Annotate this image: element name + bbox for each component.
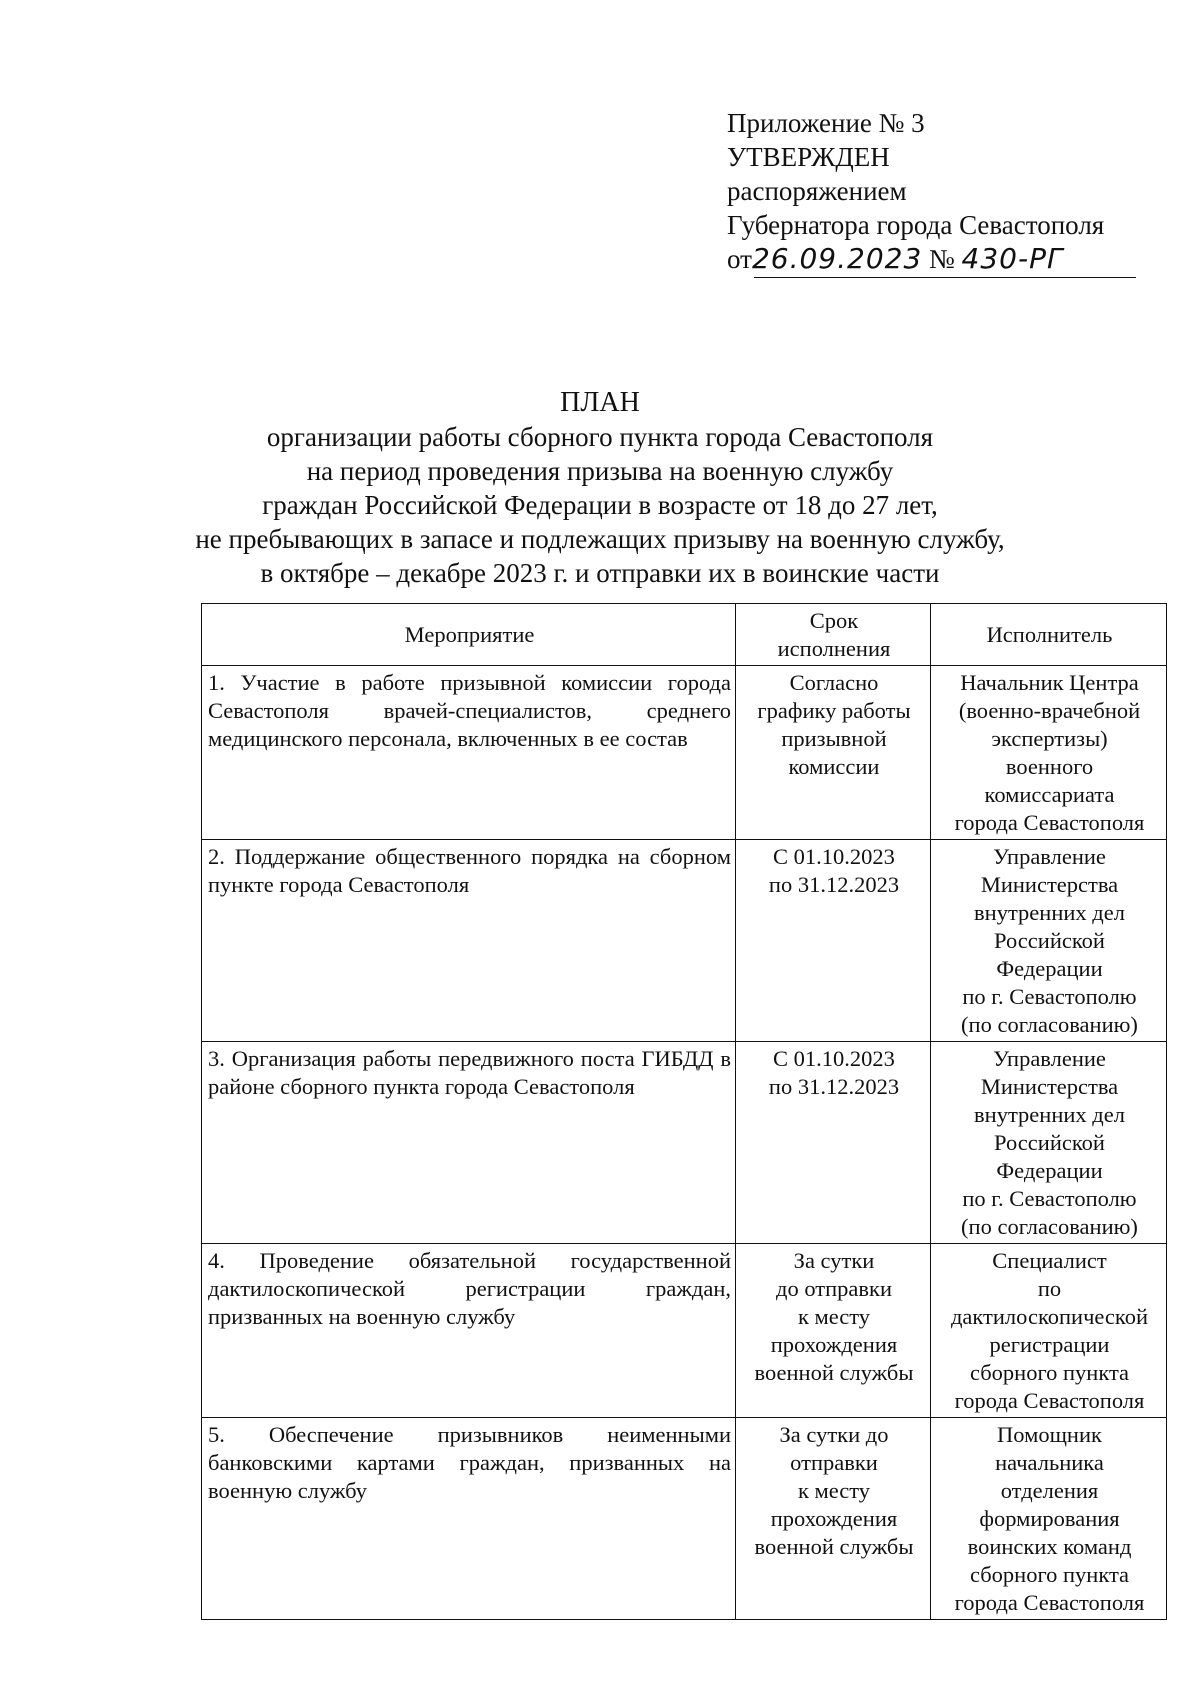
row-executor: Управление Министерства внутренних дел Российской Федерации по г. Севастополю (по согласованию) [931, 1042, 1167, 1244]
plan-subtitle-line-1: организации работы сборного пункта города Севастополя [266, 422, 934, 452]
handwritten-date: 26.09.2023 [751, 242, 923, 275]
row-executor: Специалист по дактилоскопической регистрации сборного пункта города Севастополя [931, 1244, 1167, 1418]
header-deadline: Срок исполнения [736, 604, 931, 666]
row-deadline: За сутки до отправки к месту прохождения военной службы [736, 1418, 931, 1620]
row-deadline: Согласно графику работы призывной комиссии [736, 666, 931, 840]
approved-label: УТВЕРЖДЕН [727, 142, 890, 172]
table-row [202, 840, 1167, 1042]
row-deadline: За сутки до отправки к месту прохождения военной службы [736, 1244, 931, 1418]
header-executor: Исполнитель [931, 604, 1167, 666]
plan-heading: ПЛАН [560, 387, 640, 418]
plan-subtitle-line-4: не пребывающих в запасе и подлежащих призыву на военную службу, [195, 524, 1005, 554]
approval-stamp-block [727, 106, 1167, 276]
number-prefix: № [929, 244, 955, 274]
table-header-row [202, 604, 1167, 666]
handwritten-number: 430-РГ [961, 242, 1064, 275]
row-deadline: С 01.10.2023 по 31.12.2023 [736, 840, 931, 1042]
appendix-label: Приложение № 3 [727, 108, 925, 138]
row-deadline: С 01.10.2023 по 31.12.2023 [736, 1042, 931, 1244]
table-row [202, 1244, 1167, 1418]
row-executor: Помощник начальника отделения формирования воинских команд сборного пункта города Севастополя [931, 1418, 1167, 1620]
table-row [202, 666, 1167, 840]
row-event: 4. Проведение обязательной государственной дактилоскопической регистрации граждан, призванных на военную службу [202, 1244, 736, 1418]
row-event: 5. Обеспечение призывников неименными банковскими картами граждан, призванных на военную службу [202, 1418, 736, 1620]
row-executor: Начальник Центра (военно-врачебной экспертизы) военного комиссариата города Севастополя [931, 666, 1167, 840]
date-prefix: от [727, 244, 752, 274]
date-number-line [727, 242, 1167, 276]
table-row [202, 1042, 1167, 1244]
header-event: Мероприятие [202, 604, 736, 666]
plan-table [201, 603, 1167, 1620]
signature-underline [754, 277, 1136, 278]
row-event: 3. Организация работы передвижного поста ГИБДД в районе сборного пункта города Севастополя [202, 1042, 736, 1244]
plan-title-block [0, 386, 1200, 590]
row-event: 2. Поддержание общественного порядка на сборном пункте города Севастополя [202, 840, 736, 1042]
plan-subtitle-line-5: в октябре – декабре 2023 г. и отправки их в воинские части [260, 558, 940, 588]
governor-label: Губернатора города Севастополя [727, 210, 1105, 240]
row-executor: Управление Министерства внутренних дел Российской Федерации по г. Севастополю (по согласованию) [931, 840, 1167, 1042]
row-event: 1. Участие в работе призывной комиссии города Севастополя врачей-специалистов, среднего медицинского персонала, включенных в ее состав [202, 666, 736, 840]
plan-subtitle-line-3: граждан Российской Федерации в возрасте от 18 до 27 лет, [262, 490, 938, 520]
order-label: распоряжением [727, 176, 907, 206]
table-row [202, 1418, 1167, 1620]
plan-subtitle-line-2: на период проведения призыва на военную службу [306, 456, 894, 486]
